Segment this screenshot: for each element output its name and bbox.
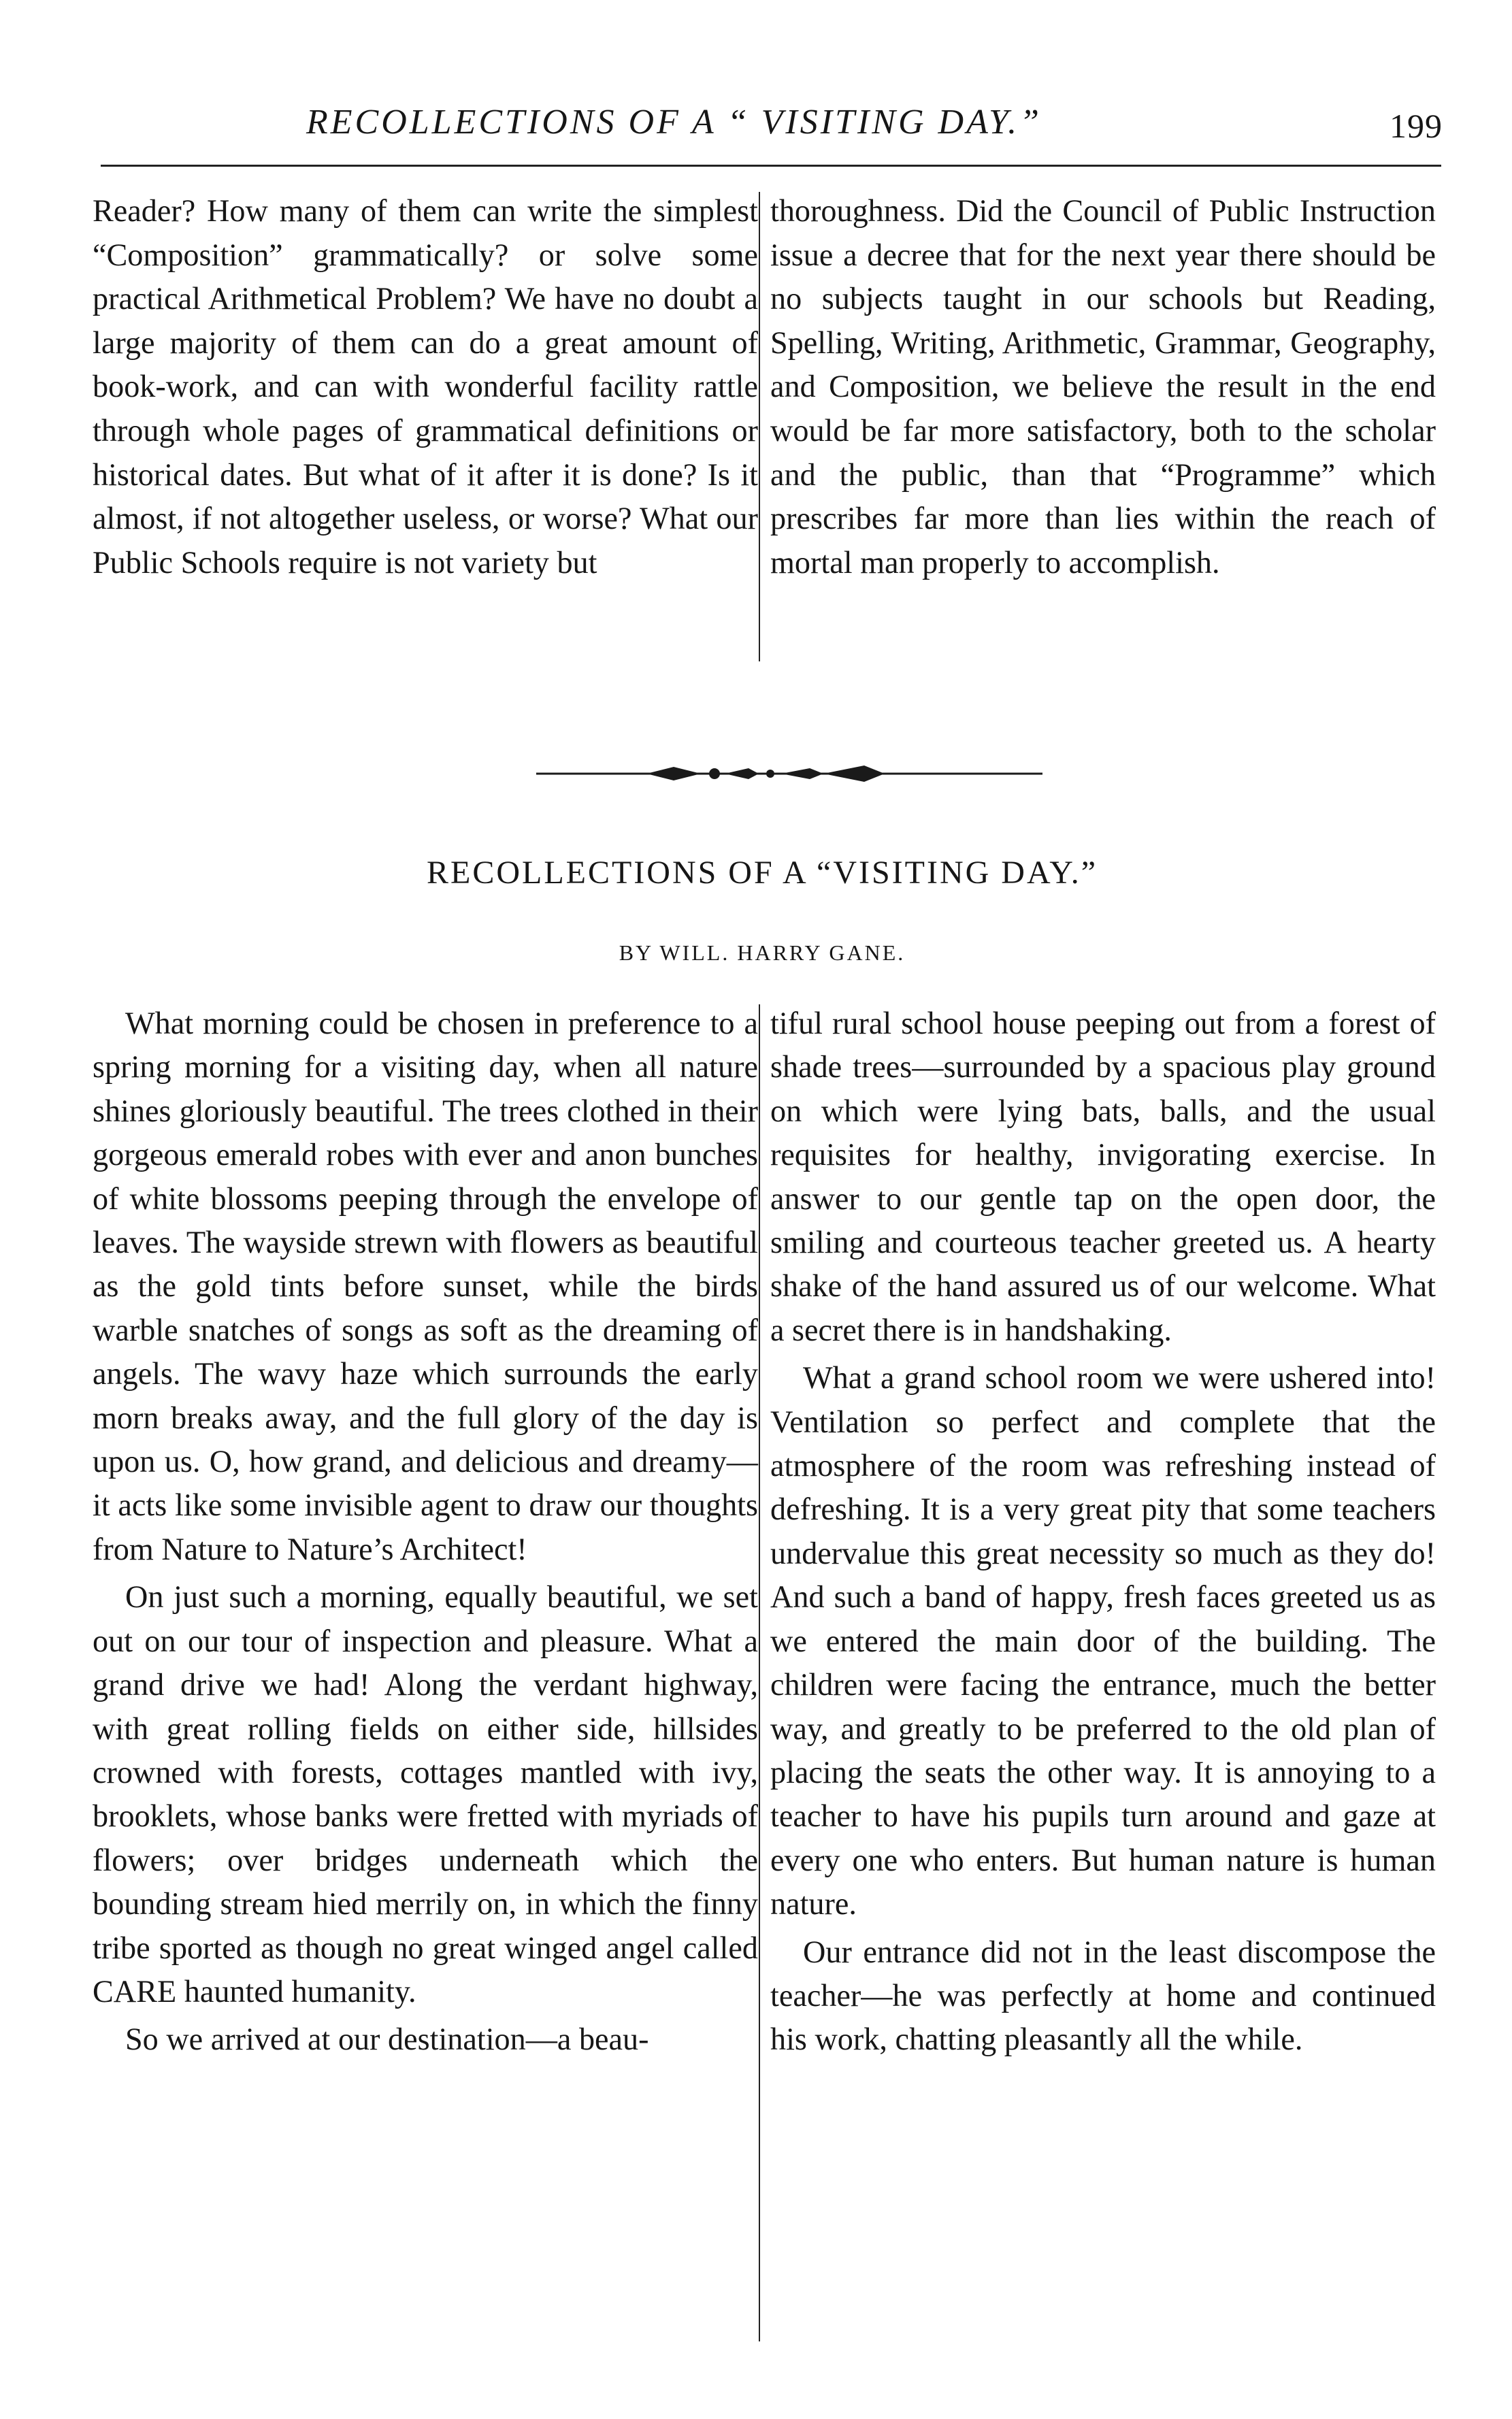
article-paragraph: What morning could be chosen in preference to a spring morning for a visiting day, when all nature shines gloriously beautiful. The trees clothed in their gorgeous emerald robes with ever and anon bunches of white blossoms peeping through the envelope of leaves. The wayside strewn with flowers as beautiful as the gold tints before sunset, while the birds warble snatches of songs as soft as the dreaming of angels. The wavy haze which surrounds the early morn breaks away, and the full glory of the day is upon us. O, how grand, and delicious and dreamy—it acts like some invisible agent to draw our thoughts from Nature to Nature’s Architect! bbox=[93, 1006, 758, 1566]
article-paragraph: Our entrance did not in the least discompose the teacher—he was perfectly at home and continued his work, chatting pleasantly all the while. bbox=[770, 1934, 1436, 2057]
continued-paragraph-left: Reader? How many of them can write the simplest “Composition” grammatically? or solve some practical Arithmetical Problem? We have no doubt a large majority of them can do a great amount of book-work, and can with wonderful facility rattle through whole pages of grammatical definitions or historical dates. But what of it after it is done? Is it almost, if not altogether useless, or worse? What our Public Schools require is not variety but bbox=[93, 193, 758, 580]
running-head bbox=[88, 82, 1443, 158]
continued-text-left-column bbox=[93, 189, 758, 585]
article-paragraph: So we arrived at our destination—a beau- bbox=[125, 2022, 649, 2057]
column-divider bbox=[759, 192, 760, 661]
book-page bbox=[82, 82, 1443, 2382]
header-rule bbox=[101, 165, 1441, 167]
continued-paragraph-right: thoroughness. Did the Council of Public Instruction issue a decree that for the next year there should be no subjects taught in our schools but Reading, Spelling, Writing, Arithmetic, Grammar, Geography, and Composition, we believe the result in the end would be far more satisfactory, both to the scholar and the public, than that “Programme” which prescribes far more than lies within the reach of mortal man properly to accomplish. bbox=[770, 193, 1436, 580]
article-byline: BY WILL. HARRY GANE. bbox=[619, 940, 906, 965]
page-number: 199 bbox=[1390, 107, 1443, 145]
article-left-column bbox=[93, 1002, 758, 2062]
article-columns bbox=[82, 1002, 1436, 2356]
section-ornament bbox=[531, 759, 1048, 789]
article-right-column bbox=[770, 1002, 1436, 2062]
running-title: RECOLLECTIONS OF A “ VISITING DAY.” bbox=[306, 103, 1042, 142]
article-title: RECOLLECTIONS OF A “VISITING DAY.” bbox=[426, 855, 1098, 891]
article-paragraph: What a grand school room we were ushered into! Ventilation so perfect and complete that the atmosphere of the room was refreshing instead of defreshing. It is a very great pity that some teachers undervalue this great necessity so much as they do! And such a band of happy, fresh faces greeted us as we entered the main door of the building. The children were facing the entrance, much the better way, and greatly to be preferred to the old plan of placing the seats the other way. It is annoying to a teacher to have his pupils turn around and gaze at every one who enters. But human nature is human nature. bbox=[770, 1360, 1436, 1922]
article-paragraph: tiful rural school house peeping out from a forest of shade trees—surrounded by a spacious play ground on which were lying bats, balls, and the usual requisites for healthy, invigorating exercise. In answer to our gentle tap on the open door, the smiling and courteous teacher greeted us. A hearty shake of the hand assured us of our welcome. What a secret there is in handshaking. bbox=[770, 1006, 1436, 1347]
article-paragraph: On just such a morning, equally beautiful, we set out on our tour of inspection and pleasure. What a grand drive we had! Along the verdant highway, with great rolling fields on either side, hillsides crowned with forests, cottages mantled with ivy, brooklets, whose banks were fretted with myriads of flowers; over bridges underneath which the bounding stream hied merrily on, in which the finny tribe sported as though no great winged angel called CARE haunted humanity. bbox=[93, 1579, 758, 2009]
continued-text-right-column bbox=[770, 189, 1436, 585]
column-divider bbox=[759, 1004, 760, 2341]
continued-text-columns bbox=[82, 189, 1436, 665]
